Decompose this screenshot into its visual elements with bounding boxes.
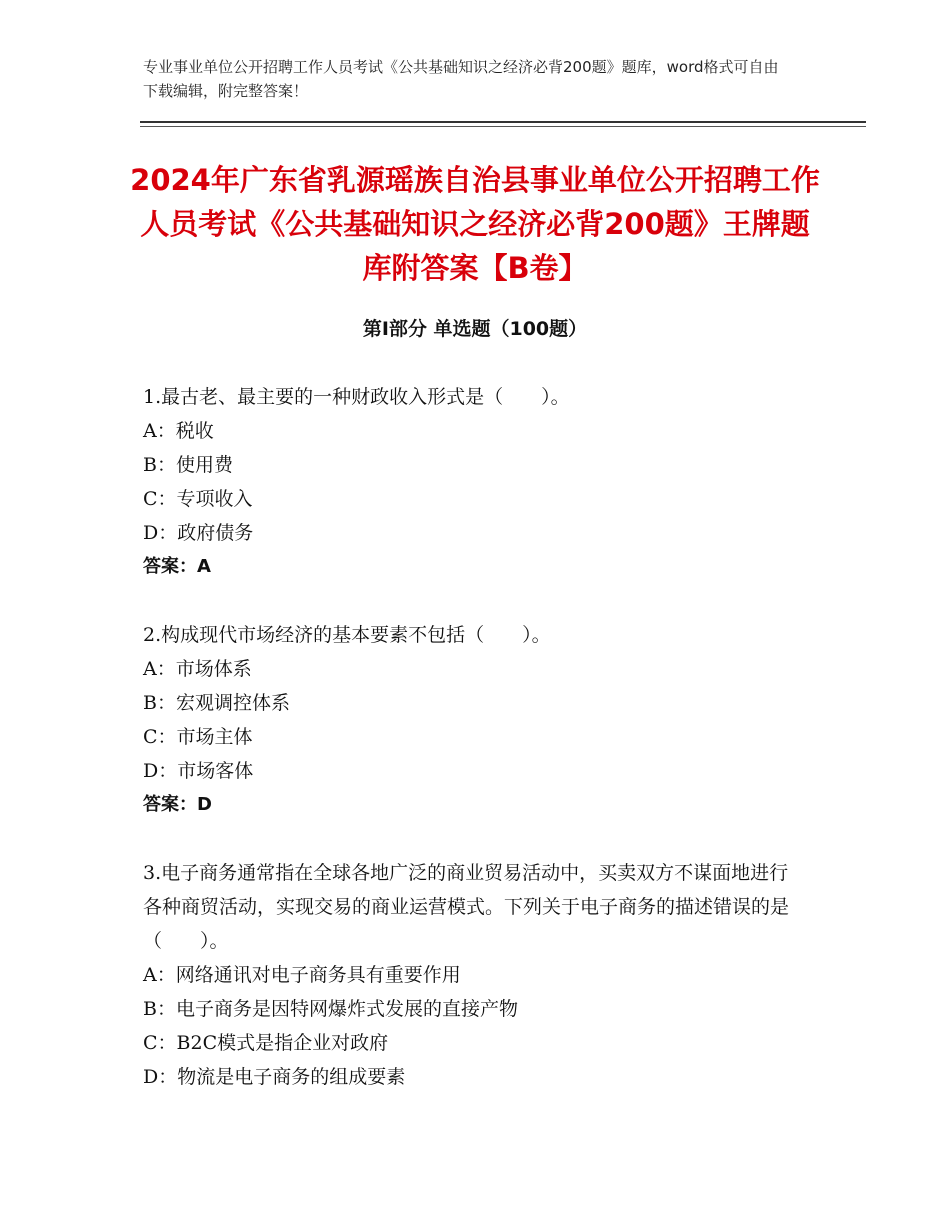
answer: 答案：D [143, 794, 212, 815]
header-note: 专业事业单位公开招聘工作人员考试《公共基础知识之经济必背200题》题库，word格式可自由下载编辑，附完整答案！ [143, 58, 779, 100]
question-stem: 3.电子商务通常指在全球各地广泛的商业贸易活动中，买卖双方不谋面地进行各种商贸活动，实现交易的商业运营模式。下列关于电子商务的描述错误的是（ ）。 [143, 862, 790, 952]
answer: 答案：A [143, 556, 211, 577]
question-3 [143, 856, 803, 1094]
option-c: C：专项收入 [143, 488, 253, 510]
option-a: A：税收 [143, 420, 214, 442]
option-b: B：宏观调控体系 [143, 692, 290, 714]
option-c: C：市场主体 [143, 726, 253, 748]
option-c: C：B2C模式是指企业对政府 [143, 1032, 389, 1054]
option-d: D：政府债务 [143, 522, 254, 544]
section-title: 第Ⅰ部分 单选题（100题） [362, 318, 588, 340]
option-b: B：使用费 [143, 454, 233, 476]
option-a: A：市场体系 [143, 658, 252, 680]
option-a: A：网络通讯对电子商务具有重要作用 [143, 964, 461, 986]
document-title: 2024年广东省乳源瑶族自治县事业单位公开招聘工作人员考试《公共基础知识之经济必背200题》王牌题库附答案【B卷】 [130, 163, 820, 285]
question-stem: 1.最古老、最主要的一种财政收入形式是（ ）。 [143, 386, 570, 408]
question-2 [143, 618, 803, 822]
option-d: D：市场客体 [143, 760, 254, 782]
header-rule-thick [140, 121, 866, 123]
option-d: D：物流是电子商务的组成要素 [143, 1066, 406, 1088]
question-1 [143, 380, 803, 584]
option-b: B：电子商务是因特网爆炸式发展的直接产物 [143, 998, 518, 1020]
header-rule-thin [140, 126, 866, 127]
question-stem: 2.构成现代市场经济的基本要素不包括（ ）。 [143, 624, 551, 646]
